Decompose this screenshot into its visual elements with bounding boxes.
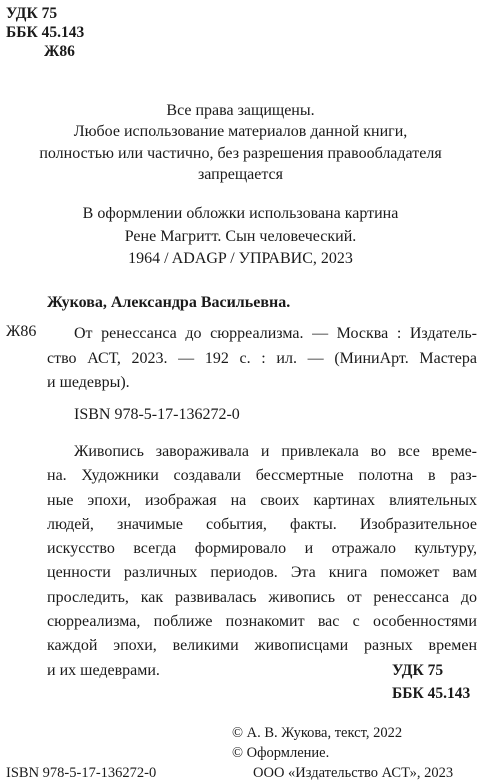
- cover-credit: [0, 203, 481, 271]
- biblio-line: ство АСТ, 2023. — 192 с. : ил. — (МиниАрт. Мастера: [47, 349, 477, 367]
- udk-code: УДК 75: [6, 5, 58, 22]
- footer-bbk-code: ББК 45.143: [392, 685, 471, 702]
- biblio-line: От ренессанса до сюрреализма. — Москва : Издатель-: [74, 325, 477, 342]
- annotation: [47, 440, 477, 683]
- footer-isbn: ISBN 978-5-17-136272-0: [6, 765, 157, 781]
- cutter-mark: Ж86: [6, 323, 37, 340]
- rights-line: полностью или частично, без разрешения правообладателя: [39, 144, 442, 162]
- cutter-code: Ж86: [44, 43, 75, 60]
- cover-credit-line: В оформлении обложки использована картина: [82, 205, 399, 222]
- isbn-line: ISBN 978-5-17-136272-0: [74, 406, 240, 423]
- copyright-text-line: © А. В. Жукова, текст, 2022: [232, 725, 403, 741]
- annotation-line: каждой эпохи, великими живописцами разных времен: [47, 637, 477, 655]
- annotation-line: на. Художники создавали бессмертные полотна в раз-: [47, 467, 477, 485]
- rights-line: Все права защищены.: [166, 102, 315, 119]
- annotation-line: сюрреализма, поближе познакомит вас с особенностями: [47, 613, 477, 631]
- annotation-line: и их шедеврами.: [47, 661, 160, 679]
- annotation-line: ные эпохи, изображая на своих картинах влиятельных: [47, 491, 477, 509]
- classification-header: [6, 4, 84, 61]
- bbk-code: ББК 45.143: [6, 24, 85, 41]
- rights-line: Любое использование материалов данной книги,: [73, 123, 408, 141]
- annotation-line: ценности различных периодов. Эта книга поможет вам: [47, 564, 477, 582]
- biblio-line: и шедевры).: [47, 374, 130, 391]
- footer-udk-code: УДК 75: [392, 662, 444, 679]
- copyright-block: [232, 723, 453, 783]
- rights-notice: [0, 100, 481, 185]
- annotation-line: Живопись завораживала и привлекала во все време-: [74, 443, 477, 460]
- annotation-line: людей, значимые события, факты. Изобразительное: [47, 515, 477, 533]
- annotation-line: искусство всегда формировало и отражало культуру,: [47, 540, 477, 558]
- copyright-design-line: © Оформление.: [232, 745, 330, 761]
- annotation-line: проследить, как развивалась живопись от ренессанса до: [47, 588, 477, 606]
- rights-line: запрещается: [197, 165, 284, 183]
- footer-classification: [392, 659, 470, 705]
- cover-credit-line: 1964 / ADAGP / УПРАВИС, 2023: [128, 250, 353, 267]
- cover-credit-line: Рене Магритт. Сын человеческий.: [124, 227, 357, 245]
- author-heading: Жукова, Александра Васильевна.: [47, 294, 291, 311]
- copyright-publisher-line: ООО «Издательство АСТ», 2023: [253, 765, 454, 781]
- bibliographic-description: [47, 322, 477, 396]
